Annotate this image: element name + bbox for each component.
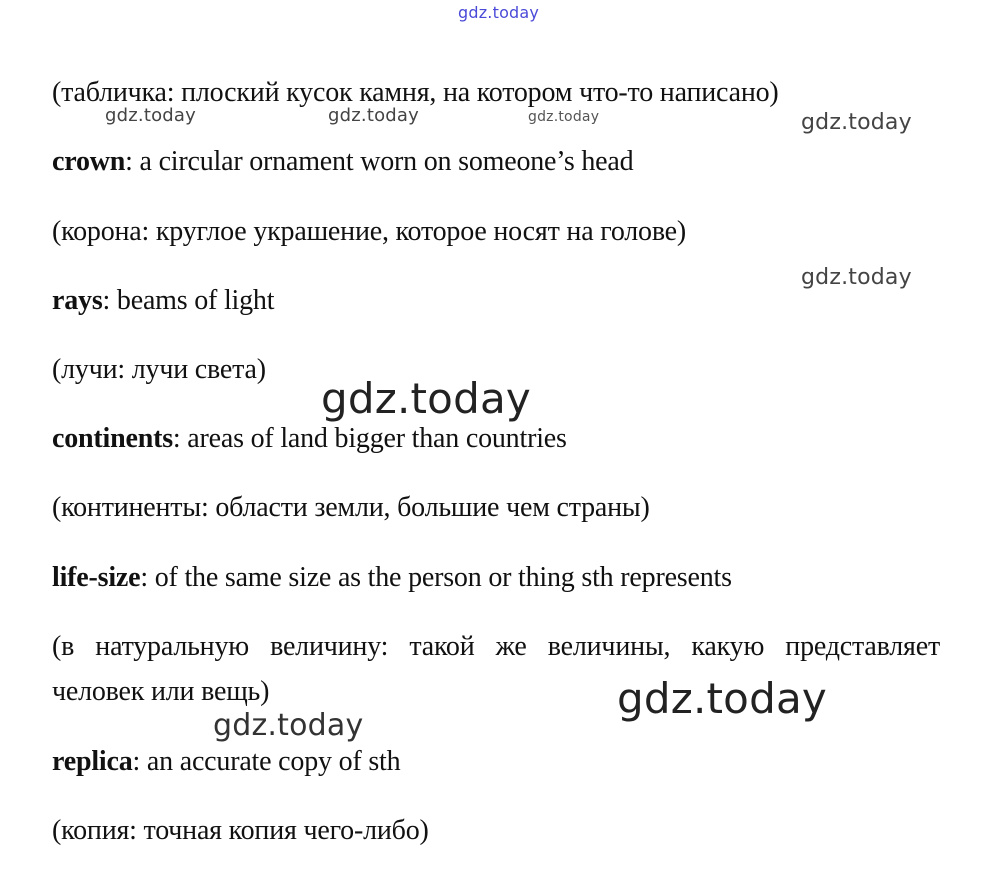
term: crown xyxy=(52,146,126,177)
watermark: gdz.today xyxy=(105,105,197,126)
translation-text: (континенты: области земли, большие чем страны) xyxy=(52,492,650,523)
term: rays xyxy=(52,285,103,316)
watermark-large: gdz.today xyxy=(321,374,531,423)
translation-line xyxy=(52,76,779,110)
translation-line-continents xyxy=(52,491,650,525)
definition-line-crown xyxy=(52,145,633,179)
translation-text: (копия: точная копия чего-либо) xyxy=(52,815,429,846)
definition-line-replica xyxy=(52,745,400,779)
translation-text: (лучи: лучи света) xyxy=(52,354,266,385)
definition-text: : areas of land bigger than countries xyxy=(172,423,567,454)
watermark: gdz.today xyxy=(328,105,420,126)
watermark: gdz.today xyxy=(801,110,912,135)
definition-text: : beams of light xyxy=(102,285,275,316)
translation-line-life-size-2 xyxy=(52,675,269,709)
definition-line-continents xyxy=(52,422,567,456)
watermark: gdz.today xyxy=(801,265,912,290)
term: replica xyxy=(52,746,133,777)
translation-text: человек или вещь) xyxy=(52,676,270,707)
translation-line-rays xyxy=(52,353,266,387)
definition-line-life-size xyxy=(52,561,732,595)
translation-text: (табличка: плоский кусок камня, на котором что-то написано) xyxy=(52,77,779,108)
translation-line-life-size-1 xyxy=(52,630,940,664)
translation-line-replica xyxy=(52,814,429,848)
definition-text: : an accurate copy of sth xyxy=(132,746,401,777)
definition-text: : of the same size as the person or thing sth represents xyxy=(140,562,732,593)
watermark-large: gdz.today xyxy=(617,674,827,723)
translation-line-crown xyxy=(52,215,686,249)
term: continents xyxy=(52,423,173,454)
watermark: gdz.today xyxy=(528,109,600,125)
translation-text: (в натуральную величину: такой же величины, какую представляет xyxy=(52,631,940,662)
watermark: gdz.today xyxy=(213,708,364,743)
translation-text: (корона: круглое украшение, которое носят на голове) xyxy=(52,216,687,247)
watermark-top: gdz.today xyxy=(458,3,540,22)
definition-text: : a circular ornament worn on someone’s head xyxy=(125,146,634,177)
definition-line-rays xyxy=(52,284,274,318)
term: life-size xyxy=(52,562,141,593)
